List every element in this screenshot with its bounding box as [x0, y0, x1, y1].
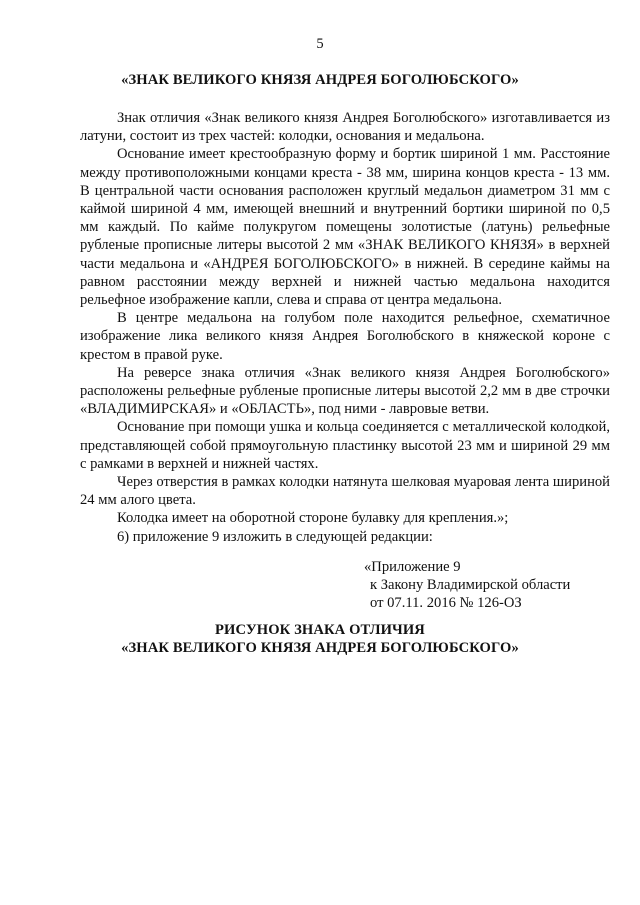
paragraph: В центре медальона на голубом поле находится рельефное, схематичное изображение лика великого князя Андрея Боголюбского в княжеской короне с крестом в правой руке. [80, 310, 610, 363]
page-number: 5 [316, 36, 324, 52]
attachment-line: «Приложение 9 [364, 559, 461, 575]
paragraph: 6) приложение 9 изложить в следующей редакции: [117, 528, 433, 545]
attachment-line: от 07.11. 2016 № 126-ОЗ [370, 595, 522, 612]
paragraph: Знак отличия «Знак великого князя Андрея Боголюбского» изготавливается из латуни, состоит из трех частей: колодки, основания и медальона. [80, 110, 610, 145]
paragraph: Через отверстия в рамках колодки натянута шелковая муаровая лента шириной 24 мм алого цвета. [80, 474, 610, 509]
paragraph: Основание при помощи ушка и кольца соединяется с металлической колодкой, представляющей собой прямоугольную пластинку высотой 23 мм и шириной 29 мм с рамками в верхней и нижней частях. [80, 419, 610, 472]
document-body [80, 109, 610, 546]
paragraph: Основание имеет крестообразную форму и бортик шириной 1 мм. Расстояние между противоположными концами креста - 38 мм, ширина концов креста - 13 мм. В центральной части основания расположен круглый медальон диаметром 31 мм с каймой шириной 4 мм, имеющей внешний и внутренний бортики шириной по 0,5 мм каждый. По кайме полукругом помещены золотистые (латунь) рельефные рубленые прописные литеры высотой 2 мм «ЗНАК ВЕЛИКОГО КНЯЗЯ» в верхней части медальона и «АНДРЕЯ БОГОЛЮБСКОГО» в нижней. В середине каймы на равном расстоянии между верхней и нижней частью медальона находится рельефное изображение капли, слева и справа от центра медальона. [80, 146, 610, 309]
figure-heading-subtitle: «ЗНАК ВЕЛИКОГО КНЯЗЯ АНДРЕЯ БОГОЛЮБСКОГО» [121, 640, 519, 656]
figure-heading: РИСУНОК ЗНАКА ОТЛИЧИЯ [215, 622, 425, 638]
attachment-line: к Закону Владимирской области [370, 577, 571, 594]
attachment-reference [364, 558, 570, 613]
section-heading: «ЗНАК ВЕЛИКОГО КНЯЗЯ АНДРЕЯ БОГОЛЮБСКОГО» [121, 72, 519, 88]
paragraph: На реверсе знака отличия «Знак великого князя Андрея Боголюбского» расположены рельефные рубленые прописные литеры высотой 2,2 мм в две строчки «ВЛАДИМИРСКАЯ» и «ОБЛАСТЬ», под ними - лавровые ветви. [80, 364, 610, 418]
paragraph: Колодка имеет на оборотной стороне булавку для крепления.»; [117, 510, 509, 527]
